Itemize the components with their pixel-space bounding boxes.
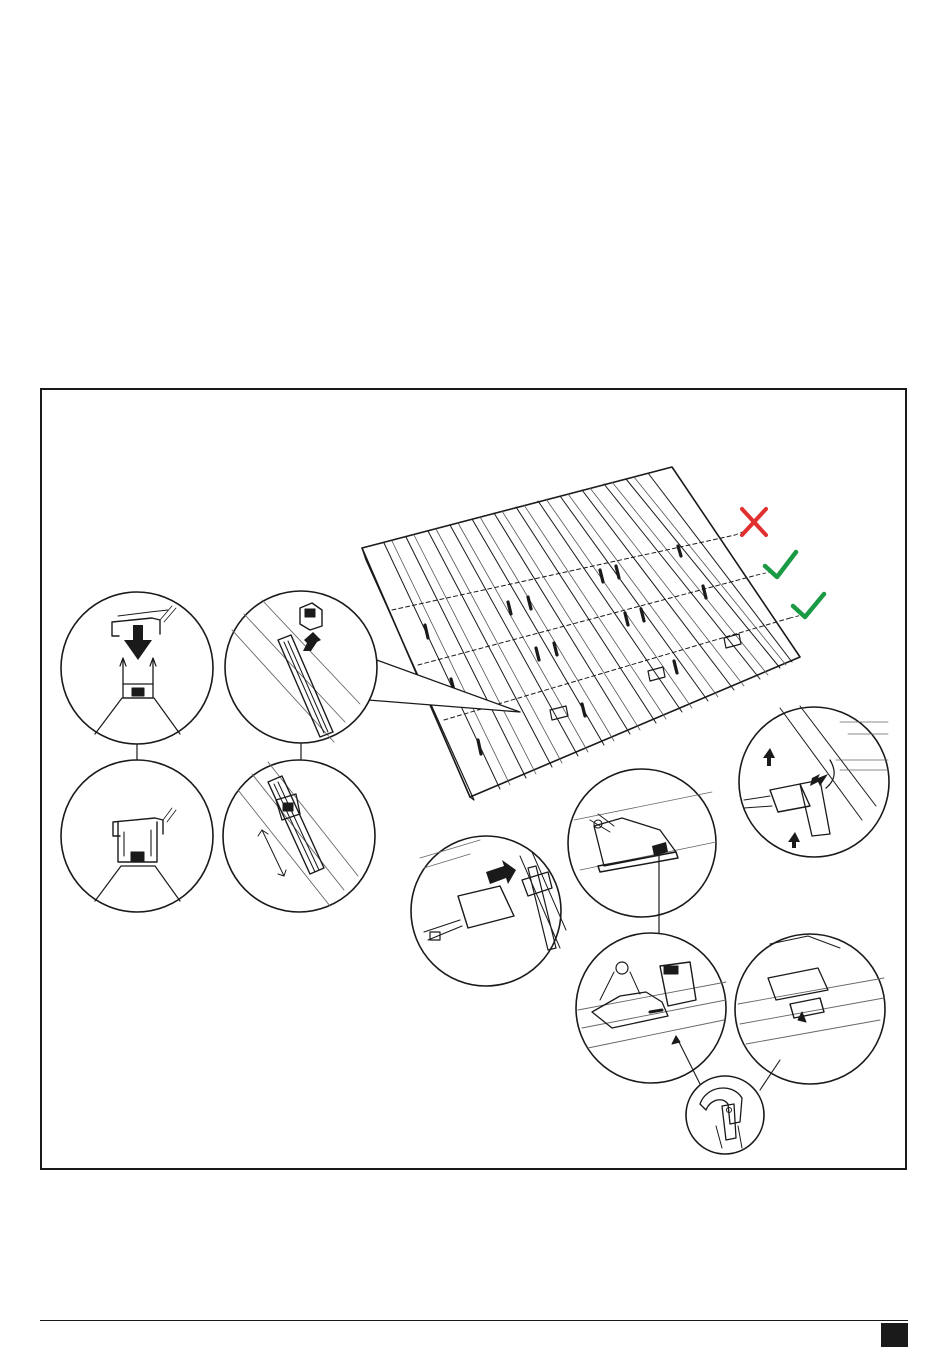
connector-release-icon <box>735 934 885 1090</box>
connector-lock-icon <box>576 933 726 1084</box>
clip-position-adjust-icon <box>223 760 375 912</box>
page-marker <box>881 1323 908 1347</box>
footer-rule <box>40 1320 908 1321</box>
correct-check-icon <box>765 552 796 577</box>
microinverter-on-rail-icon <box>568 769 716 940</box>
cable-routing-icon <box>739 706 889 857</box>
slide-clip-into-rail-icon <box>225 591 377 743</box>
incorrect-cross-icon <box>742 509 766 535</box>
release-tool-icon <box>686 1076 764 1154</box>
corrugated-roof-icon <box>362 467 802 800</box>
push-microinverter-icon <box>411 836 566 986</box>
clip-seated-on-rail-icon <box>61 760 213 912</box>
clip-onto-rail-icon <box>61 592 213 744</box>
correct-check-icon <box>793 594 824 617</box>
